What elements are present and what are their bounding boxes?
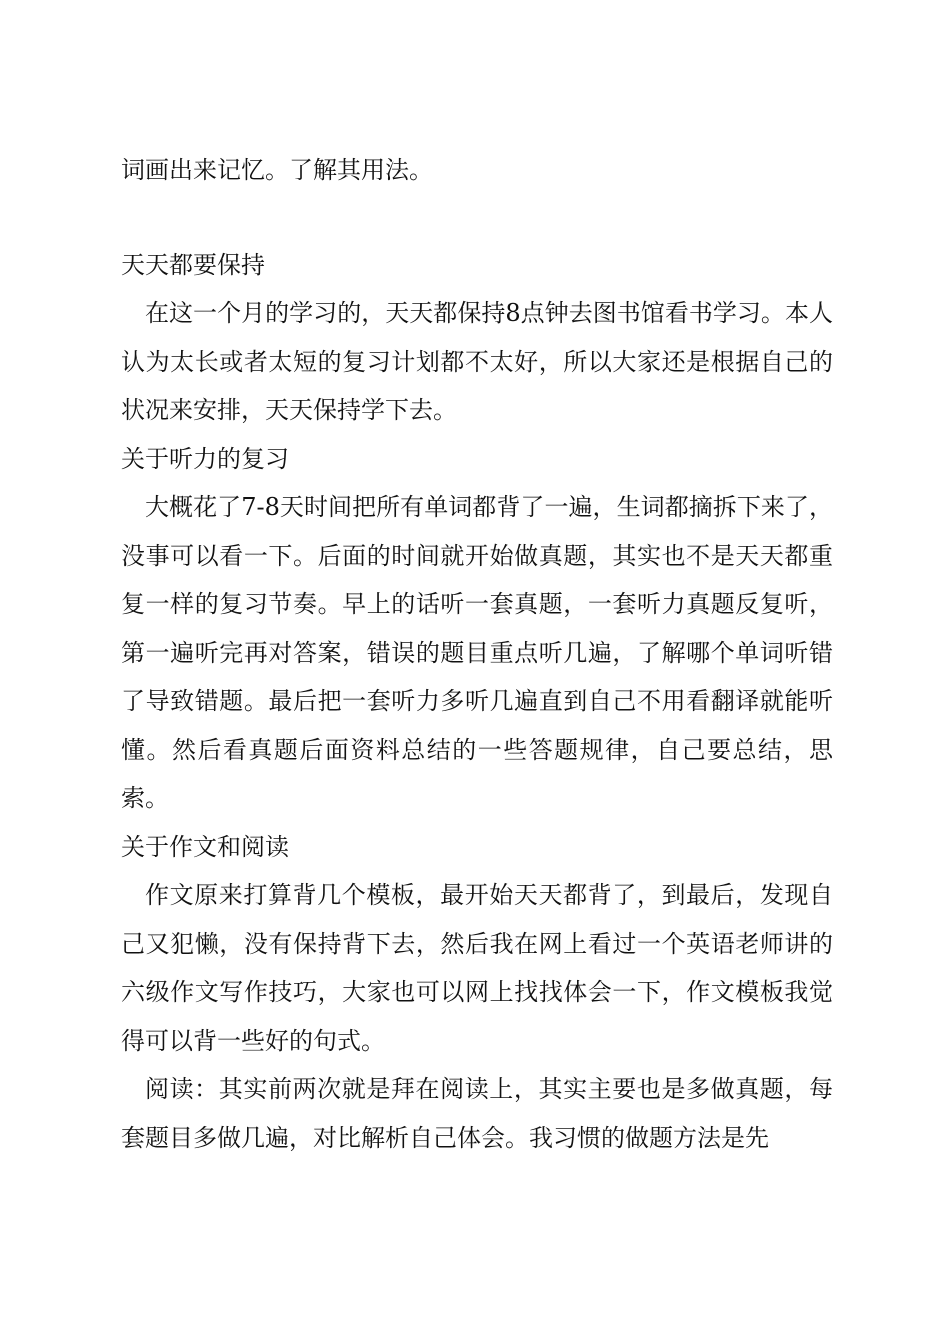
paragraph-reading: 阅读：其实前两次就是拜在阅读上，其实主要也是多做真题，每套题目多做几遍，对比解析自己体会。我习惯的做题方法是先 — [121, 1075, 833, 1152]
paragraph-listening: 大概花了7-8天时间把所有单词都背了一遍，生词都摘拆下来了，没事可以看一下。后面的时间就开始做真题，其实也不是天天都重复一样的复习节奏。早上的话听一套真题，一套听力真题反复听，第一遍听完再对答案，错误的题目重点听几遍，了解哪个单词听错了导致错题。最后把一套听力多听几遍直到自己不用看翻译就能听懂。然后看真题后面资料总结的一些答题规律，自己要总结，思索。 — [121, 493, 833, 812]
paragraph-continuation: 词画出来记忆。了解其用法。 — [121, 156, 433, 184]
section-heading-listening: 关于听力的复习 — [121, 444, 289, 473]
paragraph-gap — [121, 195, 833, 241]
document-page — [121, 146, 833, 1162]
section-heading-daily: 天天都要保持 — [121, 250, 265, 279]
section-heading-writing-reading: 关于作文和阅读 — [121, 832, 289, 861]
paragraph-writing: 作文原来打算背几个模板，最开始天天都背了，到最后，发现自己又犯懒，没有保持背下去，然后我在网上看过一个英语老师讲的六级作文写作技巧，大家也可以网上找找体会一下，作文模板我觉得可以背一些好的句式。 — [121, 881, 833, 1055]
paragraph-daily: 在这一个月的学习的，天天都保持8点钟去图书馆看书学习。本人认为太长或者太短的复习计划都不太好，所以大家还是根据自己的状况来安排，天天保持学下去。 — [121, 299, 833, 424]
